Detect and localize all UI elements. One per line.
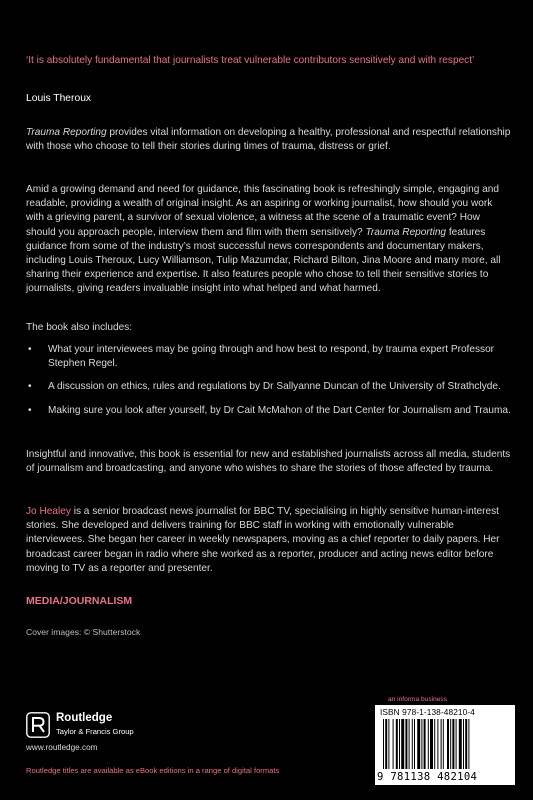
book-title-italic: Trauma Reporting	[26, 127, 107, 138]
isbn-barcode-box	[375, 705, 515, 785]
intro-paragraph	[26, 126, 511, 154]
barcode-icon	[381, 719, 509, 771]
description-part1: Amid a growing demand and need for guidance, this fascinating book is refreshingly simple, engaging and readable, providing a wealth of original insight. As an aspiring or working journalist, how should you work with a grieving parent, a survivor of sexual violence, a witness at the scene of a traumatic event? How should you approach people, interview them and film with them sensitively?	[26, 184, 500, 238]
author-bio	[26, 505, 511, 576]
publisher-name: Routledge	[56, 712, 113, 724]
cover-credit: Cover images: © Shutterstock	[26, 627, 141, 637]
intro-text: provides vital information on developing a healthy, professional and respectful relationship with those who choose to tell their stories during times of trauma, distress or grief.	[26, 127, 511, 153]
list-item: • A discussion on ethics, rules and regulations by Dr Sallyanne Duncan of the University of Strathclyde.	[26, 380, 511, 394]
publisher-website: www.routledge.com	[26, 743, 98, 752]
includes-lead: The book also includes:	[26, 322, 133, 333]
ebook-note: Routledge titles are available as eBook editions in a range of digital formats	[26, 766, 280, 775]
author-name: Jo Healey	[26, 506, 71, 517]
book-title-italic: Trauma Reporting	[365, 226, 447, 238]
list-item: • What your interviewees may be going through and how best to respond, by trauma expert Professor Stephen Regel.	[26, 343, 511, 371]
isbn-number: ISBN 978-1-138-48210-4	[380, 707, 475, 717]
author-bio-text: is a senior broadcast news journalist for BBC TV, specialising in highly sensitive human-interest stories. She developed and delivers training for BBC staff in working with emotionally vulnerable interviewees. She began her career in weekly newspapers, moving as a chief reporter to daily papers. Her broadcast career began in radio where she worked as a reporter, producer and acting news editor before moving to TV as a reporter and presenter.	[26, 506, 500, 574]
description-part2: features guidance from some of the industry’s most successful news correspondents and documentary makers, including Louis Theroux, Lucy Williamson, Tulip Mazumdar, Richard Bilton, Jina Moore and many more, all sharing their experience and expertise. It also features people who chose to tell their sensitive stories to journalists, giving readers invaluable insight into what helped and what harmed.	[26, 226, 501, 295]
barcode-digits: 9 781138 482104	[377, 771, 478, 783]
description-paragraph	[26, 183, 511, 297]
includes-list	[26, 343, 511, 427]
routledge-r-icon	[26, 712, 50, 738]
list-item: • Making sure you look after yourself, by Dr Cait McMahon of the Dart Center for Journalism and Trauma.	[26, 404, 511, 418]
subject-category: MEDIA/JOURNALISM	[26, 595, 133, 607]
pull-quote: ‘It is absolutely fundamental that journalists treat vulnerable contributors sensitively and with respect’	[26, 55, 475, 66]
audience-paragraph: Insightful and innovative, this book is essential for new and established journalists across all media, students of journalism and broadcasting, and anyone who wishes to share the stories of those affected by trauma.	[26, 449, 511, 475]
imprint-label: an informa business	[388, 696, 448, 703]
publisher-group: Taylor & Francis Group	[56, 727, 134, 736]
quote-author: Louis Theroux	[26, 93, 92, 104]
routledge-logo	[26, 710, 146, 740]
